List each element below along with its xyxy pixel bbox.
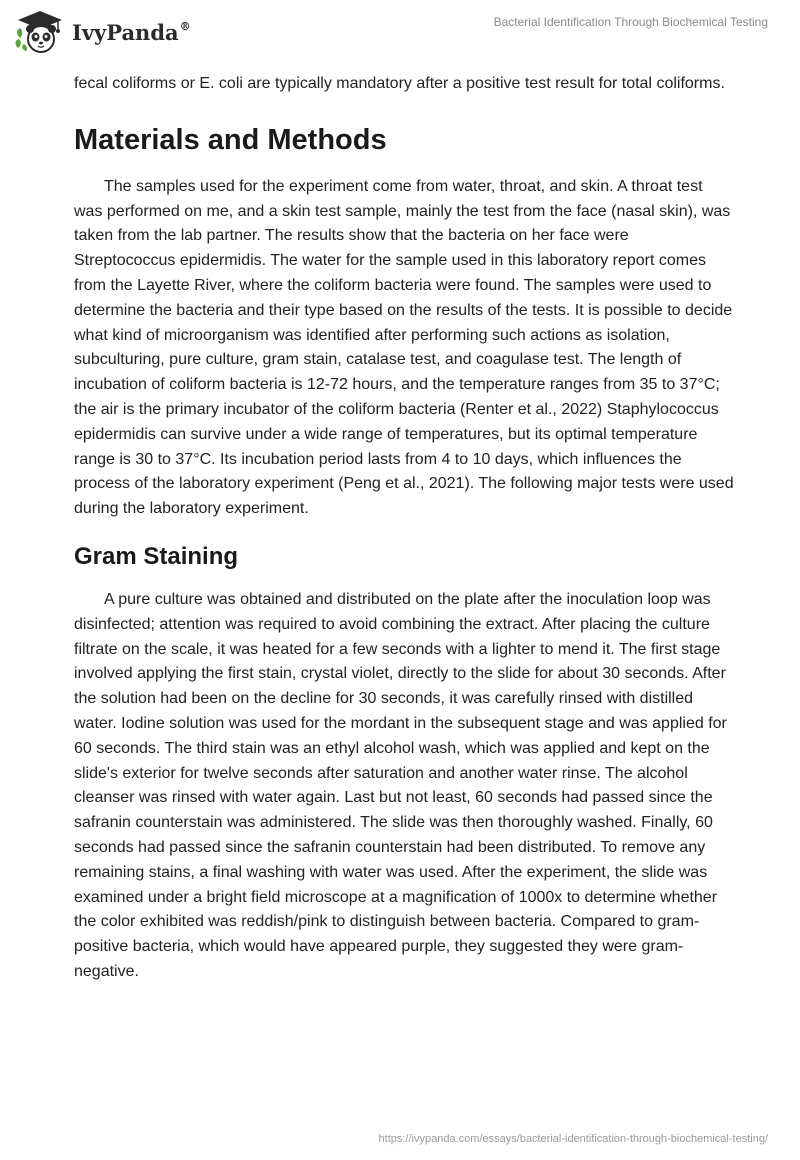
registered-mark: ® — [179, 19, 191, 33]
intro-paragraph: fecal coliforms or E. coli are typically mandatory after a positive test result for total coliforms. — [74, 75, 725, 92]
gram-staining-paragraph: A pure culture was obtained and distributed on the plate after the inoculation loop was disinfected; attention was required to avoid combining the extract. After placing the culture filtrate on the scale, it was heated for a few seconds with a lighter to mend it. The first stage involved applying the first stain, crystal violet, directly to the slide for about 30 seconds. After the solution had been on the decline for 30 seconds, it was carefully rinsed with distilled water. Iodine solution was used for the mordant in the subsequent stage and was applied for 60 seconds. The third stain was an ethyl alcohol wash, which was applied and kept on the slide's exterior for twelve seconds after saturation and another water rinse. The alcohol cleanser was rinsed with water again. Last but not least, 60 seconds had passed since the safranin counterstain was administered. The slide was then thoroughly washed. Finally, 60 seconds had passed since the safranin counterstain had been distributed. To remove any remaining stains, a final washing with water was used. After the experiment, the slide was examined under a bright field microscope at a magnification of 1000x to determine whether the color exhibited was reddish/pink to distinguish between bacteria. Compared to gram-positive bacteria, which would have appeared purple, they suggested they were gram-negative. — [74, 590, 727, 980]
source-url[interactable]: https://ivypanda.com/essays/bacterial-identification-through-biochemical-testing/ — [378, 1133, 768, 1145]
materials-methods-paragraph: The samples used for the experiment come from water, throat, and skin. A throat test was performed on me, and a skin test sample, mainly the test from the face (nasal skin), was taken from the lab partner. The results show that the bacteria on her face were Streptococcus epidermidis. The water for the sample used in this laboratory report comes from the Layette River, where the coliform bacteria were found. The samples were used to determine the bacteria and their type based on the results of the tests. It is possible to decide what kind of microorganism was identified after performing such actions as isolation, subculturing, pure culture, gram stain, catalase test, and coagulase test. The length of incubation of coliform bacteria is 12-72 hours, and the temperature ranges from 35 to 37°C; the air is the primary incubator of the coliform bacteria (Renter et al., 2022) Staphylococcus epidermidis can survive under a wide range of temperatures, but its optimal temperature range is 30 to 37°C. Its incubation period lasts from 4 to 10 days, which influences the process of the laboratory experiment (Peng et al., 2021). The following major tests were used during the laboratory experiment. — [74, 177, 734, 518]
section-heading-materials-methods: Materials and Methods — [74, 123, 387, 156]
page-header — [0, 0, 800, 60]
document-title: Bacterial Identification Through Biochemical Testing — [493, 15, 768, 29]
section-heading-gram-staining: Gram Staining — [74, 542, 239, 570]
ivypanda-logo[interactable] — [14, 8, 191, 54]
essay-content — [74, 72, 734, 985]
panda-graduate-icon — [14, 8, 66, 54]
brand-name: IvyPanda® — [72, 19, 191, 45]
